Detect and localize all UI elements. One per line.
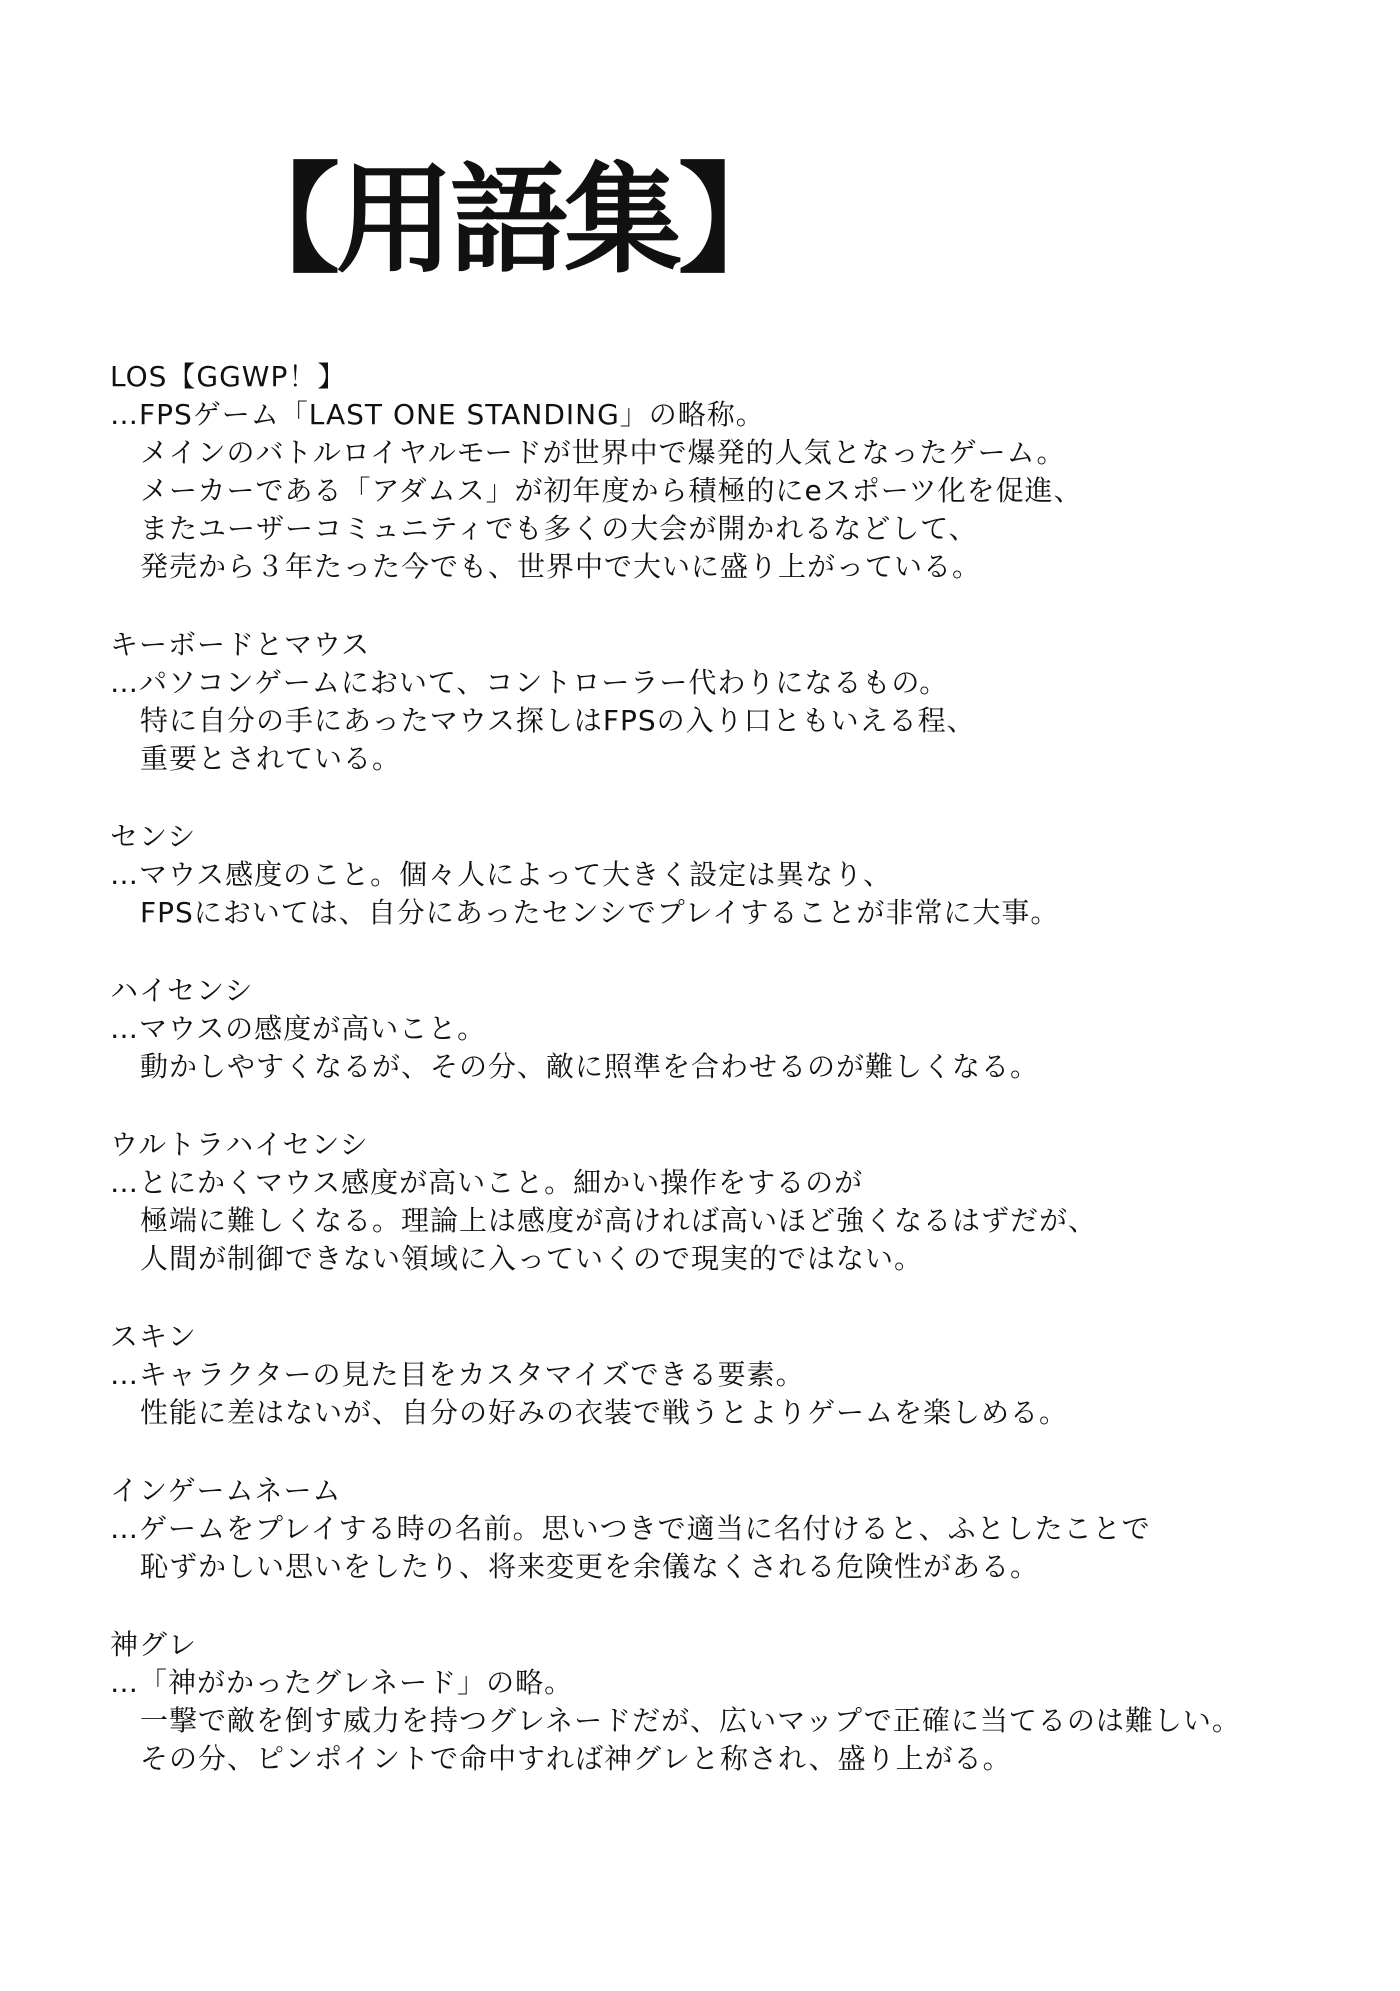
glossary-entry <box>110 972 1310 1086</box>
definition-line: メインのバトルロイヤルモードが世界中で爆発的人気となったゲーム。 <box>140 436 1066 469</box>
glossary-entry <box>110 358 1310 586</box>
page-title: 【用語集】 <box>222 151 793 289</box>
glossary-entry <box>110 1318 1310 1432</box>
definition-line: FPSにおいては、自分にあったセンシでプレイすることが非常に大事。 <box>140 896 1060 929</box>
definition-line: 恥ずかしい思いをしたり、将来変更を余儀なくされる危険性がある。 <box>140 1550 1040 1583</box>
definition-line: …ゲームをプレイする時の名前。思いつきで適当に名付けると、ふとしたことで <box>110 1512 1151 1545</box>
glossary-term: ハイセンシ <box>110 974 254 1007</box>
definition-line: 人間が制御できない領域に入っていくので現実的ではない。 <box>140 1242 924 1275</box>
glossary-term: センシ <box>110 820 197 853</box>
definition-line: メーカーである「アダムス」が初年度から積極的にeスポーツ化を促進、 <box>140 474 1083 507</box>
glossary-entry <box>110 626 1310 778</box>
definition-line: …「神がかったグレネード」の略。 <box>110 1666 574 1699</box>
definition-line: 重要とされている。 <box>140 742 402 775</box>
glossary-term: スキン <box>110 1320 197 1353</box>
definition-line: …とにかくマウス感度が高いこと。細かい操作をするのが <box>110 1166 864 1199</box>
glossary-term: キーボードとマウス <box>110 628 371 661</box>
glossary <box>110 358 1310 1818</box>
definition-line: …マウス感度のこと。個々人によって大きく設定は異なり、 <box>110 858 893 891</box>
glossary-term: インゲームネーム <box>110 1474 342 1507</box>
glossary-term: ウルトラハイセンシ <box>110 1128 369 1161</box>
definition-line: その分、ピンポイントで命中すれば神グレと称され、盛り上がる。 <box>140 1742 1012 1775</box>
definition-line: またユーザーコミュニティでも多くの大会が開かれるなどして、 <box>140 512 978 545</box>
definition-line: 極端に難しくなる。理論上は感度が高ければ高いほど強くなるはずだが、 <box>140 1204 1098 1237</box>
definition-line: 性能に差はないが、自分の好みの衣装で戦うとよりゲームを楽しめる。 <box>140 1396 1069 1429</box>
definition-line: 発売から３年たった今でも、世界中で大いに盛り上がっている。 <box>140 550 982 583</box>
definition-line: 動かしやすくなるが、その分、敵に照準を合わせるのが難しくなる。 <box>140 1050 1040 1083</box>
glossary-term: LOS【GGWP！】 <box>110 360 347 393</box>
definition-line: …パソコンゲームにおいて、コントローラー代わりになるもの。 <box>110 666 949 699</box>
definition-line: …キャラクターの見た目をカスタマイズできる要素。 <box>110 1358 805 1391</box>
glossary-term: 神グレ <box>110 1628 198 1661</box>
glossary-entry <box>110 1126 1310 1278</box>
glossary-entry <box>110 1472 1310 1586</box>
definition-line: 特に自分の手にあったマウス探しはFPSの入り口ともいえる程、 <box>140 704 976 737</box>
definition-line: 一撃で敵を倒す威力を持つグレネードだが、広いマップで正確に当てるのは難しい。 <box>140 1704 1241 1737</box>
glossary-entry <box>110 1626 1310 1778</box>
glossary-entry <box>110 818 1310 932</box>
definition-line: …マウスの感度が高いこと。 <box>110 1012 487 1045</box>
definition-line: …FPSゲーム「LAST ONE STANDING」の略称。 <box>110 398 765 431</box>
